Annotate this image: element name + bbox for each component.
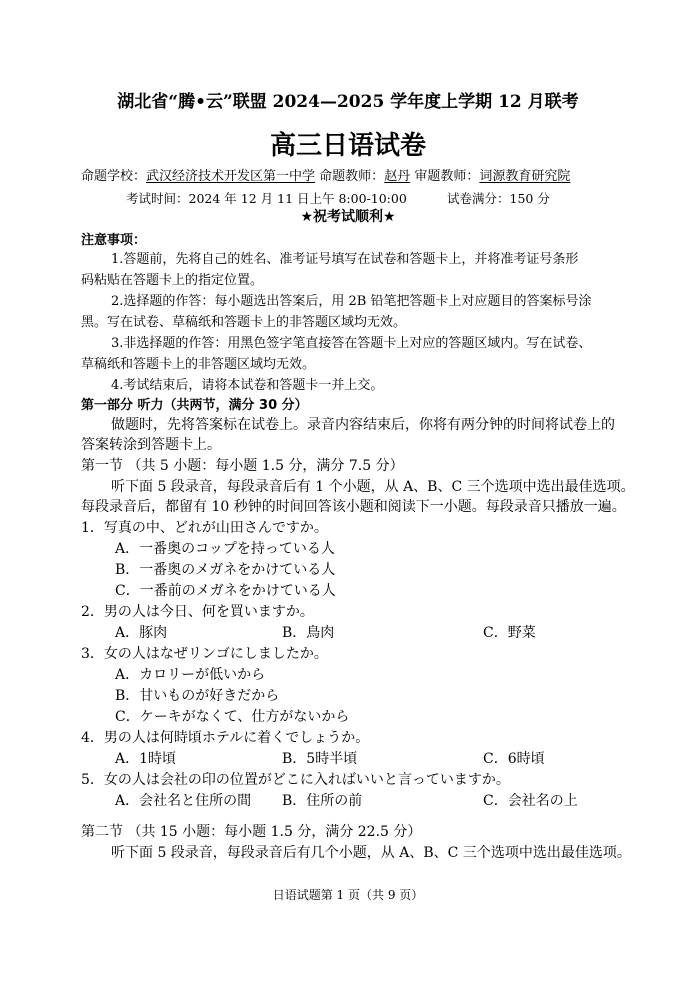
page-title: 高三日语试卷 [269,131,426,161]
note-3-line-1: 3.非选择题的作答：用黑色签字笔直接答在答题卡上对应的答题区域内。写在试卷、 [111,336,592,351]
question-1-option-a: A．一番奥のコップを持っている人 [115,541,335,557]
question-2-option-a: A．豚肉 [115,625,168,641]
question-4-option-b: B．5時半頃 [282,751,358,767]
section1-heading: 第一节 （共 5 小题：每小题 1.5 分，满分 7.5 分） [81,458,404,474]
section2-intro: 听下面 5 段录音，每段录音后有几个小题，从 A、B、C 三个选项中选出最佳选项。 [111,845,631,861]
reviewer-name: 词源教育研究院 [479,169,571,184]
section2-heading: 第二节 （共 15 小题：每小题 1.5 分，满分 22.5 分） [81,824,422,840]
section1-intro-line-1: 听下面 5 段录音，每段录音后有 1 个小题，从 A、B、C 三个选项中选出最佳选项。 [111,479,635,495]
question-3: 3．女の人はなぜリンゴにしましたか。 [81,646,328,662]
question-2: 2．男の人は今日、何を買いますか。 [81,604,314,620]
question-1-option-c: C．一番前のメガネをかけている人 [115,583,336,599]
full-score: 试卷满分：150 分 [447,191,550,206]
section1-intro-line-2: 每段录音后，都留有 10 秒钟的时间回答该小题和阅读下一小题。每段录音只播放一遍。 [81,499,626,515]
part1-intro-line-2: 答案转涂到答题卡上。 [81,437,221,453]
note-3-line-2: 草稿纸和答题卡上的非答题区域均无效。 [81,357,316,372]
question-3-option-b: B．甘いものが好きだから [115,688,280,704]
note-2-line-2: 黑。写在试卷、草稿纸和答题卡上的非答题区域均无效。 [81,315,407,330]
proposer-info [81,170,570,183]
question-3-option-a: A．カロリーが低いから [115,667,266,683]
question-4-option-c: C．6時頃 [483,751,545,767]
teacher-name: 赵丹 [384,169,411,184]
note-1-line-1: 1.答题前，先将自己的姓名、准考证号填写在试卷和答题卡上，并将准考证号条形 [111,252,579,267]
notes-heading: 注意事项： [81,233,147,248]
school-name: 武汉经济技术开发区第一中学 [146,169,316,184]
question-5-option-c: C．会社名の上 [483,793,578,809]
question-5-option-b: B．住所の前 [282,793,363,809]
question-1-option-b: B．一番奥のメガネをかけている人 [115,562,336,578]
question-3-option-c: C．ケーキがなくて、仕方がないから [115,709,350,725]
part1-heading: 第一部分 听力（共两节，满分 30 分） [81,398,308,413]
question-5-option-a: A．会社名と住所の間 [115,793,252,809]
page-footer: 日语试题第 1 页（共 9 页） [272,888,424,902]
question-4-option-a: A．1時頃 [115,751,177,767]
note-2-line-1: 2.选择题的作答：每小题选出答案后，用 2B 铅笔把答题卡上对应题目的答案标号涂 [111,294,592,309]
exam-title-line: 湖北省“腾•云”联盟 2024—2025 学年度上学期 12 月联考 [117,92,579,112]
blessing: ★祝考试顺利★ [300,209,396,225]
reviewer-label: 审题教师： [414,169,480,184]
school-label: 命题学校： [81,169,147,184]
question-5: 5．女の人は会社の印の位置がどこに入ればいいと言っていますか。 [81,772,510,788]
note-1-line-2: 码粘贴在答题卡上的指定位置。 [81,273,264,288]
part1-intro-line-1: 做题时，先将答案标在试卷上。录音内容结束后，你将有两分钟的时间将试卷上的 [111,417,615,433]
exam-time: 考试时间：2024 年 12 月 11 日上午 8:00-10:00 [126,191,407,206]
question-4: 4．男の人は何時頃ホテルに着くでしょうか。 [81,730,370,746]
question-2-option-b: B．鳥肉 [282,625,335,641]
question-2-option-c: C．野菜 [483,625,536,641]
note-4-line-1: 4.考试结束后，请将本试卷和答题卡一并上交。 [111,378,384,393]
teacher-label: 命题教师： [319,169,385,184]
question-1: 1．写真の中、どれが山田さんですか。 [81,520,328,536]
